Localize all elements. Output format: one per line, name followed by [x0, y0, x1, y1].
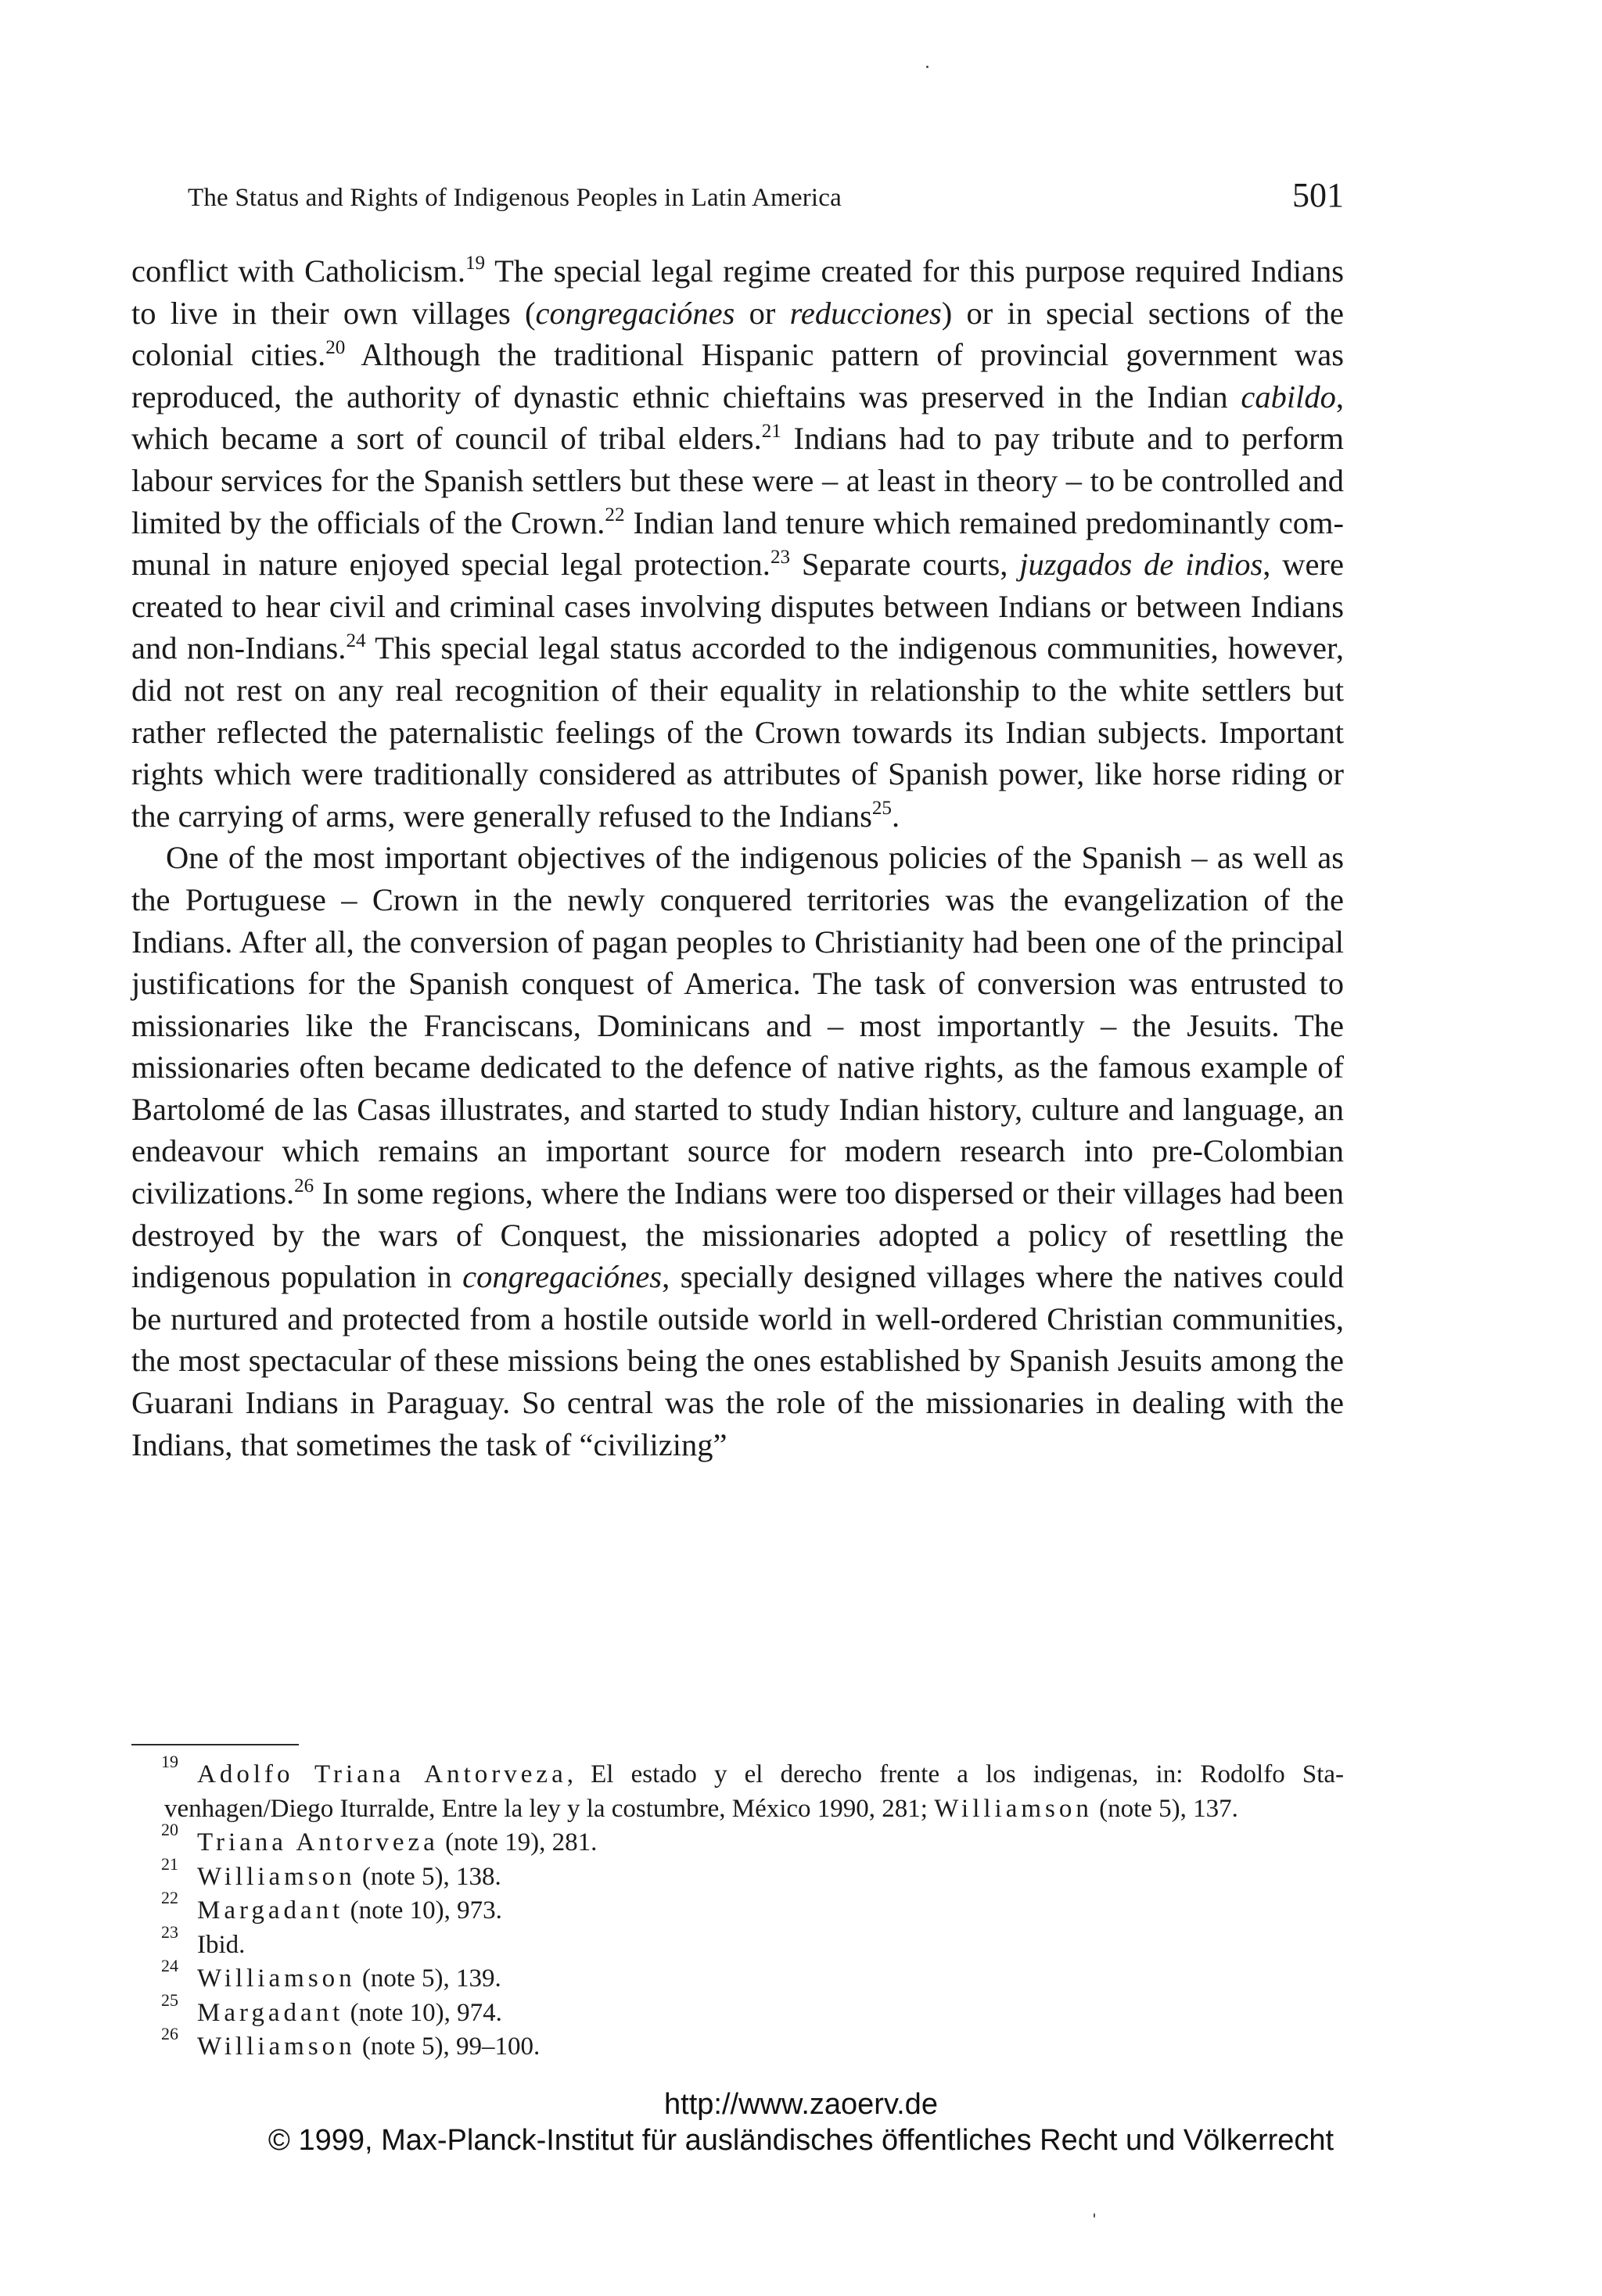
- text-run: This special legal status accorded to the indigenous communities, however, did not rest on any real recognition of their equality in relationship to the white settlers but rather reflected the paternalistic feelings of the Crown towards its Indian subjects. Important rights which were traditionally considered as attributes of Spanish power, like horse riding or the carrying of arms, were generally refused to the Indians: [131, 630, 1344, 834]
- text-run: Although the traditional Hispanic pattern of provincial government was reproduced, the authority of dynastic ethnic chieftains was preserved in the Indian: [131, 337, 1344, 414]
- footnote-text: [164, 1996, 1344, 2031]
- body-text: [131, 250, 1344, 1465]
- cited-author: Margadant: [197, 1896, 344, 1925]
- text-run: The special legal regime created for this purpose required Indians to live in their own villages (: [131, 253, 1344, 331]
- text-run: (note 5), 99–100.: [355, 2032, 541, 2061]
- footnote-number: 25: [161, 1989, 178, 2010]
- source-url-link[interactable]: http://www.zaoerv.de: [664, 2088, 938, 2121]
- running-head: [188, 178, 1344, 217]
- text-run: , were created to hear civil and criminal cases involving disputes between Indians or between Indians and non-Indians.: [131, 547, 1344, 666]
- text-run: (note 5), 138.: [355, 1862, 501, 1891]
- footnote-text: [164, 2030, 1344, 2065]
- scan-speck: [1094, 2213, 1095, 2218]
- text-run: Indian land tenure which remained predominantly communal in nature enjoyed special legal protection.: [131, 504, 1344, 583]
- page-number: 501: [1292, 176, 1344, 214]
- footnote-reference: 21: [761, 420, 781, 442]
- text-run: conflict with Catholicism.: [131, 253, 465, 289]
- text-run: , which became a sort of council of tribal elders.: [131, 378, 1344, 457]
- text-run: (note 5), 137.: [1092, 1794, 1238, 1823]
- footnote: [131, 1752, 1345, 1826]
- footnote-reference: 25: [871, 798, 892, 820]
- footnote-reference: 20: [325, 336, 346, 358]
- footnote-divider: [131, 1744, 299, 1745]
- text-run: ) or in special sections of the colonial cities.: [131, 295, 1344, 373]
- footnote-text: [164, 1826, 1344, 1860]
- running-title: The Status and Rights of Indigenous Peoples in Latin America: [188, 184, 842, 212]
- italic-term: reducciones: [789, 295, 942, 331]
- italic-term: cabildo: [1241, 378, 1336, 414]
- scan-speck: [926, 66, 929, 68]
- footnote: [131, 2024, 1344, 2065]
- footnote: [131, 1888, 1344, 1928]
- footnote-reference: 26: [294, 1175, 314, 1196]
- footnote-text: [164, 1860, 1344, 1895]
- cited-author: Williamson: [197, 1964, 356, 1993]
- footnote: [131, 1956, 1344, 1996]
- footnotes: [131, 1752, 1345, 2065]
- text-run: , El estado y el derecho frente a los indigenas, in: Rodolfo Stavenhagen/Diego Iturralde, Entre la ley y la costumbre, México 1990, 281;: [164, 1760, 1345, 1823]
- paragraph: [131, 250, 1344, 837]
- text-run: (note 10), 974.: [343, 1998, 502, 2027]
- footnote-text: [164, 1758, 1344, 1826]
- footnote-reference: 19: [465, 253, 486, 274]
- cited-author: Williamson: [934, 1794, 1093, 1823]
- footnote-reference: 24: [346, 630, 366, 651]
- footnote-number: 26: [161, 2024, 178, 2043]
- footnote: [131, 1853, 1344, 1895]
- copyright-notice: © 1999, Max-Planck-Institut für ausländisches öffentliches Recht und Völkerrecht: [268, 2124, 1334, 2157]
- text-run: In some regions, where the Indians were too dispersed or their villages had been destroyed by the wars of Conquest, the missionaries adopted a policy of resettling the indigenous population in: [131, 1175, 1344, 1295]
- italic-term: congregaciónes: [535, 295, 735, 331]
- text-run: .: [891, 798, 900, 834]
- footnote-number: 20: [161, 1820, 178, 1839]
- footnote-number: 22: [161, 1888, 178, 1907]
- text-run: Ibid.: [197, 1930, 246, 1959]
- footnote-text: [164, 1894, 1344, 1928]
- text-run: Separate courts,: [790, 547, 1020, 583]
- cited-author: Triana Antorveza: [197, 1828, 439, 1857]
- footnote-text: [164, 1962, 1344, 1996]
- footnote: [131, 1820, 1344, 1860]
- footnote: [131, 1989, 1344, 2031]
- cited-author: Williamson: [197, 1862, 356, 1891]
- footnote-number: 23: [161, 1921, 178, 1942]
- text-run: One of the most important objectives of the indigenous policies of the Spanish – as well as the Portuguese – Crown in the newly conquered territories was the evangelization of the Indians. After all, the conversion of pagan peoples to Christianity had been one of the principal justifications for the Spanish conquest of America. The task of conversion was entrusted to missionaries like the Franciscans, Dominicans and – most importantly – the Jesuits. The missionaries often became dedicated to the defence of native rights, as the famous example of Bartolomé de las Casas illustrates, and started to study Indian history, culture and language, an endeavour which remains an important source for modern research into pre-Colombian civilizations.: [131, 840, 1344, 1211]
- italic-term: congregaciónes: [462, 1259, 663, 1295]
- text-run: (note 5), 139.: [355, 1964, 501, 1993]
- italic-term: juzgados de indios: [1019, 547, 1263, 583]
- footnote-reference: 23: [770, 546, 791, 568]
- footnote-text: [164, 1928, 1344, 1963]
- footnote-number: 24: [161, 1956, 178, 1975]
- text-run: or: [735, 295, 790, 331]
- cited-author: Margadant: [197, 1998, 344, 2027]
- source-footer: [0, 2086, 1602, 2158]
- footnote-reference: 22: [605, 504, 625, 526]
- footnote-number: 19: [161, 1752, 178, 1771]
- paragraph: [131, 837, 1344, 1465]
- text-run: , specially designed villages where the natives could be nurtured and protected from a hostile outside world in well-ordered Christian communities, the most spectacular of these missions being the ones established by Spanish Jesuits among the Guarani Indians in Paraguay. So central was the role of the missionaries in dealing with the Indians, that sometimes the task of “civilizing”: [131, 1259, 1344, 1462]
- text-run: (note 10), 973.: [343, 1896, 502, 1925]
- cited-author: Adolfo Triana Antorveza: [197, 1760, 567, 1788]
- text-run: (note 19), 281.: [438, 1828, 598, 1857]
- footnote: [131, 1921, 1344, 1963]
- text-run: Indians had to pay tribute and to perform labour services for the Spanish settlers but these were – at least in theory – to be controlled and limited by the officials of the Crown.: [131, 421, 1344, 540]
- cited-author: Williamson: [197, 2032, 356, 2061]
- footnote-number: 21: [161, 1853, 178, 1874]
